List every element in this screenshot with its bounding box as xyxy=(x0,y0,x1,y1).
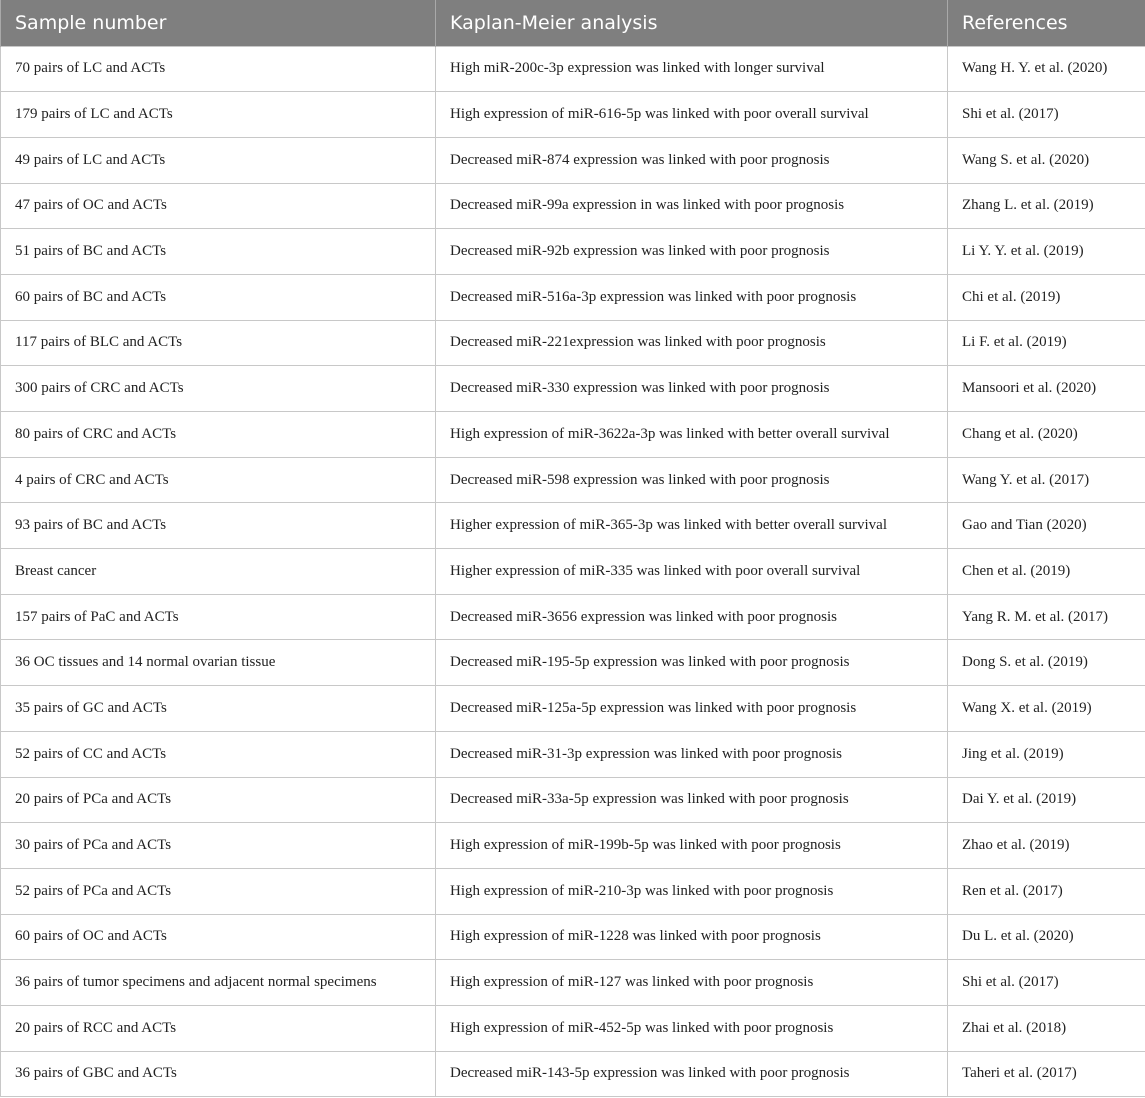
reference-cell: Wang S. et al. (2020) xyxy=(948,137,1145,183)
sample-number-cell: 52 pairs of CC and ACTs xyxy=(1,731,436,777)
table-row xyxy=(1,686,1145,732)
table-row xyxy=(1,92,1145,138)
table-row xyxy=(1,46,1145,92)
reference-cell: Wang H. Y. et al. (2020) xyxy=(948,46,1145,92)
sample-number-cell: 30 pairs of PCa and ACTs xyxy=(1,823,436,869)
kaplan-meier-cell: Decreased miR-92b expression was linked with poor prognosis xyxy=(436,229,948,275)
sample-number-cell: 20 pairs of PCa and ACTs xyxy=(1,777,436,823)
sample-number-cell: 4 pairs of CRC and ACTs xyxy=(1,457,436,503)
reference-cell: Jing et al. (2019) xyxy=(948,731,1145,777)
sample-number-cell: 20 pairs of RCC and ACTs xyxy=(1,1005,436,1051)
sample-number-cell: 80 pairs of CRC and ACTs xyxy=(1,412,436,458)
sample-number-cell: 179 pairs of LC and ACTs xyxy=(1,92,436,138)
reference-cell: Li Y. Y. et al. (2019) xyxy=(948,229,1145,275)
kaplan-meier-cell: Decreased miR-598 expression was linked with poor prognosis xyxy=(436,457,948,503)
table-row xyxy=(1,274,1145,320)
table-body xyxy=(1,46,1145,1097)
header-references: References xyxy=(948,0,1145,46)
sample-number-cell: 60 pairs of OC and ACTs xyxy=(1,914,436,960)
table-row xyxy=(1,366,1145,412)
table-row xyxy=(1,594,1145,640)
table-row xyxy=(1,1051,1145,1097)
table-row xyxy=(1,1005,1145,1051)
sample-number-cell: 47 pairs of OC and ACTs xyxy=(1,183,436,229)
sample-number-cell: 157 pairs of PaC and ACTs xyxy=(1,594,436,640)
kaplan-meier-cell: Decreased miR-221expression was linked with poor prognosis xyxy=(436,320,948,366)
reference-cell: Zhai et al. (2018) xyxy=(948,1005,1145,1051)
kaplan-meier-cell: Decreased miR-125a-5p expression was linked with poor prognosis xyxy=(436,686,948,732)
sample-number-cell: 51 pairs of BC and ACTs xyxy=(1,229,436,275)
table-row xyxy=(1,412,1145,458)
kaplan-meier-cell: Decreased miR-874 expression was linked with poor prognosis xyxy=(436,137,948,183)
header-row xyxy=(1,0,1145,46)
kaplan-meier-cell: Decreased miR-33a-5p expression was linked with poor prognosis xyxy=(436,777,948,823)
reference-cell: Mansoori et al. (2020) xyxy=(948,366,1145,412)
sample-number-cell: 300 pairs of CRC and ACTs xyxy=(1,366,436,412)
reference-cell: Shi et al. (2017) xyxy=(948,92,1145,138)
table-header xyxy=(1,0,1145,46)
sample-number-cell: 49 pairs of LC and ACTs xyxy=(1,137,436,183)
reference-cell: Shi et al. (2017) xyxy=(948,960,1145,1006)
table-row xyxy=(1,503,1145,549)
reference-cell: Dai Y. et al. (2019) xyxy=(948,777,1145,823)
sample-number-cell: 117 pairs of BLC and ACTs xyxy=(1,320,436,366)
reference-cell: Wang X. et al. (2019) xyxy=(948,686,1145,732)
kaplan-meier-cell: High miR-200c-3p expression was linked with longer survival xyxy=(436,46,948,92)
kaplan-meier-cell: High expression of miR-3622a-3p was linked with better overall survival xyxy=(436,412,948,458)
table-row xyxy=(1,640,1145,686)
kaplan-meier-cell: Decreased miR-195-5p expression was linked with poor prognosis xyxy=(436,640,948,686)
reference-cell: Du L. et al. (2020) xyxy=(948,914,1145,960)
kaplan-meier-cell: Higher expression of miR-365-3p was linked with better overall survival xyxy=(436,503,948,549)
table-row xyxy=(1,320,1145,366)
reference-cell: Zhang L. et al. (2019) xyxy=(948,183,1145,229)
reference-cell: Wang Y. et al. (2017) xyxy=(948,457,1145,503)
table-row xyxy=(1,777,1145,823)
kaplan-meier-cell: High expression of miR-127 was linked with poor prognosis xyxy=(436,960,948,1006)
table-row xyxy=(1,914,1145,960)
table-row xyxy=(1,823,1145,869)
table-row xyxy=(1,960,1145,1006)
sample-number-cell: 52 pairs of PCa and ACTs xyxy=(1,868,436,914)
header-kaplan-meier-analysis: Kaplan-Meier analysis xyxy=(436,0,948,46)
kaplan-meier-cell: High expression of miR-199b-5p was linked with poor prognosis xyxy=(436,823,948,869)
kaplan-meier-cell: Decreased miR-31-3p expression was linked with poor prognosis xyxy=(436,731,948,777)
sample-number-cell: Breast cancer xyxy=(1,549,436,595)
reference-cell: Chi et al. (2019) xyxy=(948,274,1145,320)
kaplan-meier-cell: High expression of miR-1228 was linked with poor prognosis xyxy=(436,914,948,960)
table-row xyxy=(1,457,1145,503)
reference-cell: Taheri et al. (2017) xyxy=(948,1051,1145,1097)
sample-number-cell: 60 pairs of BC and ACTs xyxy=(1,274,436,320)
reference-cell: Chang et al. (2020) xyxy=(948,412,1145,458)
sample-number-cell: 36 OC tissues and 14 normal ovarian tissue xyxy=(1,640,436,686)
reference-cell: Dong S. et al. (2019) xyxy=(948,640,1145,686)
sample-number-cell: 35 pairs of GC and ACTs xyxy=(1,686,436,732)
sample-number-cell: 36 pairs of tumor specimens and adjacent normal specimens xyxy=(1,960,436,1006)
kaplan-meier-cell: Decreased miR-99a expression in was linked with poor prognosis xyxy=(436,183,948,229)
kaplan-meier-cell: Higher expression of miR-335 was linked with poor overall survival xyxy=(436,549,948,595)
kaplan-meier-cell: Decreased miR-330 expression was linked with poor prognosis xyxy=(436,366,948,412)
reference-cell: Chen et al. (2019) xyxy=(948,549,1145,595)
table-row xyxy=(1,183,1145,229)
kaplan-meier-cell: High expression of miR-210-3p was linked with poor prognosis xyxy=(436,868,948,914)
reference-cell: Ren et al. (2017) xyxy=(948,868,1145,914)
sample-number-cell: 36 pairs of GBC and ACTs xyxy=(1,1051,436,1097)
header-sample-number: Sample number xyxy=(1,0,436,46)
kaplan-meier-cell: Decreased miR-143-5p expression was linked with poor prognosis xyxy=(436,1051,948,1097)
kaplan-meier-cell: High expression of miR-616-5p was linked with poor overall survival xyxy=(436,92,948,138)
kaplan-meier-cell: Decreased miR-516a-3p expression was linked with poor prognosis xyxy=(436,274,948,320)
reference-cell: Yang R. M. et al. (2017) xyxy=(948,594,1145,640)
reference-cell: Gao and Tian (2020) xyxy=(948,503,1145,549)
table-row xyxy=(1,549,1145,595)
table-row xyxy=(1,868,1145,914)
sample-number-cell: 70 pairs of LC and ACTs xyxy=(1,46,436,92)
kaplan-meier-cell: High expression of miR-452-5p was linked with poor prognosis xyxy=(436,1005,948,1051)
table-row xyxy=(1,731,1145,777)
kaplan-meier-cell: Decreased miR-3656 expression was linked with poor prognosis xyxy=(436,594,948,640)
sample-number-cell: 93 pairs of BC and ACTs xyxy=(1,503,436,549)
reference-cell: Zhao et al. (2019) xyxy=(948,823,1145,869)
table-row xyxy=(1,229,1145,275)
reference-cell: Li F. et al. (2019) xyxy=(948,320,1145,366)
table-row xyxy=(1,137,1145,183)
